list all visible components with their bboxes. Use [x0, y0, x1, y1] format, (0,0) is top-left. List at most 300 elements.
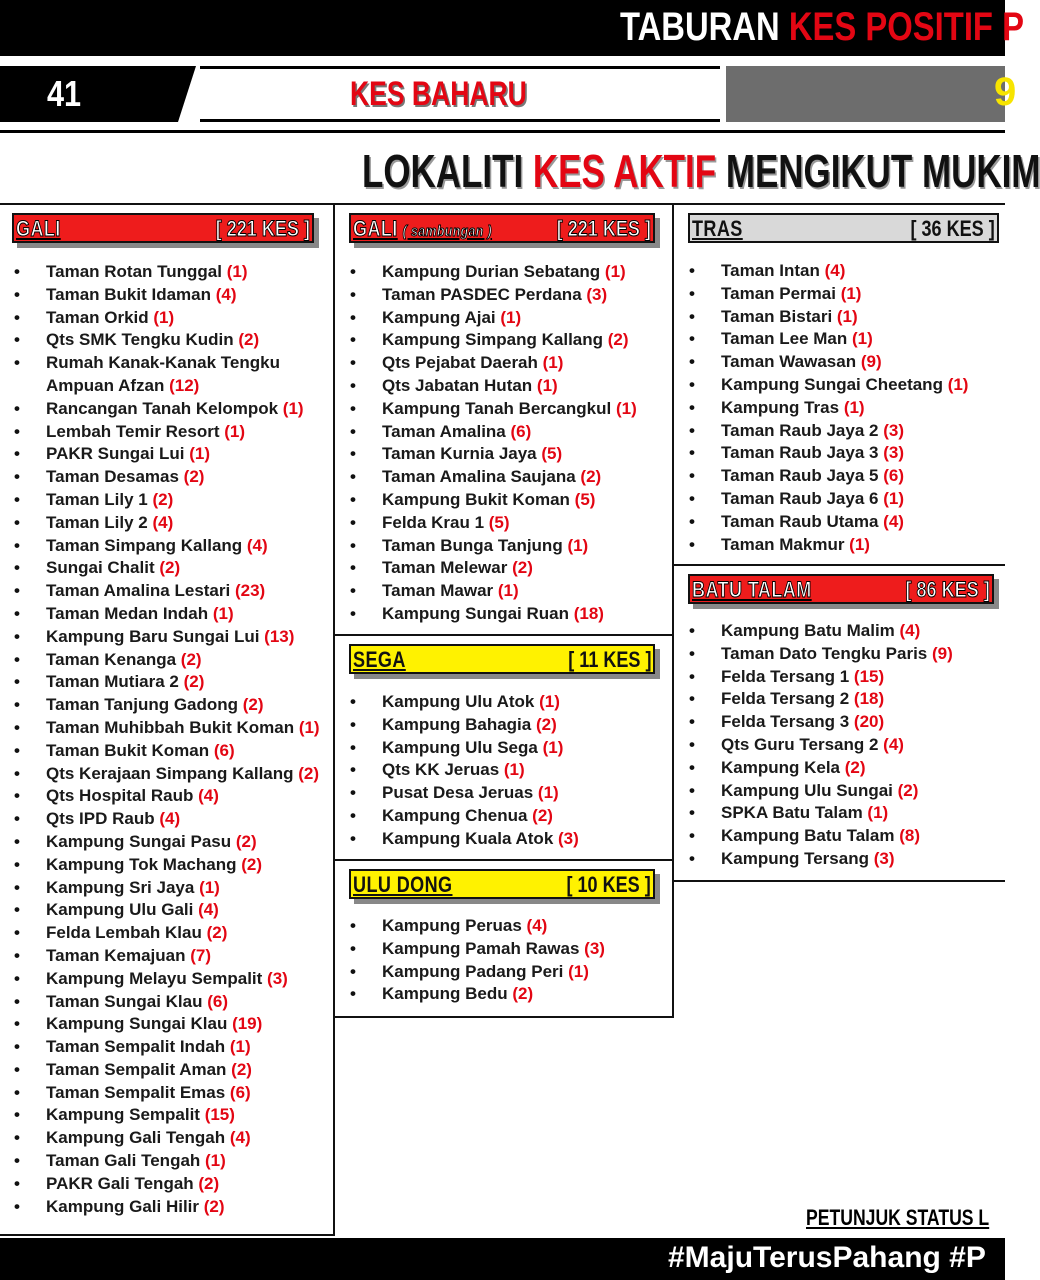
case-count: (4)	[198, 786, 219, 806]
case-count: (1)	[298, 717, 320, 737]
case-count: (2)	[238, 330, 260, 350]
locality-name: Qts IPD Raub	[46, 809, 160, 829]
list-item	[350, 329, 670, 352]
list-item	[350, 421, 670, 444]
list-item	[14, 1036, 329, 1059]
gali-continued-name	[353, 216, 492, 245]
locality-name: Taman Tanjung Gadong	[46, 695, 243, 715]
case-count: (1)	[836, 306, 858, 326]
locality-name: Taman Permai	[721, 283, 841, 303]
locality-name: SPKA Batu Talam	[721, 803, 868, 823]
case-count: (3)	[873, 848, 895, 868]
list-item	[350, 489, 670, 512]
case-count: (2)	[183, 467, 205, 487]
case-count: (1)	[537, 783, 559, 803]
list-item	[350, 535, 670, 558]
case-count: (3)	[267, 968, 288, 988]
right-stat-box	[726, 66, 1017, 122]
locality-name: Taman Kemajuan	[46, 945, 191, 965]
list-item	[689, 757, 1004, 780]
case-count: (6)	[213, 740, 235, 760]
case-count: (4)	[824, 261, 846, 280]
locality-name: Taman Gali Tengah	[46, 1151, 206, 1171]
locality-name: Taman PASDEC Perdana	[382, 284, 587, 304]
ulu-dong-header	[349, 869, 655, 899]
gali-continued-panel	[335, 203, 674, 636]
case-count: (2)	[897, 780, 919, 800]
list-item	[350, 915, 670, 938]
gali-continued-sub: ( sambungan )	[402, 223, 493, 240]
list-item	[689, 711, 1004, 734]
list-item	[14, 1127, 329, 1150]
case-count: (13)	[264, 626, 295, 646]
list-item	[350, 714, 670, 737]
list-item	[689, 643, 1004, 666]
heading-part1: LOKALITI	[362, 145, 533, 197]
list-item	[350, 782, 670, 805]
list-item	[689, 734, 1004, 757]
list-item	[14, 649, 329, 672]
case-count: (1)	[212, 603, 234, 623]
list-item	[14, 352, 329, 398]
list-item	[689, 511, 1004, 534]
case-count: (6)	[883, 466, 904, 486]
case-count: (2)	[512, 558, 533, 578]
case-count: (4)	[246, 535, 268, 555]
case-count: (1)	[539, 692, 560, 711]
locality-name: Felda Lembah Klau	[46, 923, 207, 943]
case-count: (18)	[573, 603, 604, 623]
case-count: (1)	[153, 307, 175, 327]
locality-name: Kampung Sri Jaya	[46, 877, 200, 897]
title-bar	[0, 0, 1024, 56]
batu-talam-panel	[674, 566, 1005, 882]
tras-count: [ 36 KES ]	[910, 216, 995, 241]
locality-name: Kampung Gali Tengah	[46, 1128, 230, 1148]
case-count: (8)	[899, 826, 920, 846]
new-cases-count-box	[0, 66, 178, 122]
locality-name: Kampung Ulu Atok	[382, 692, 540, 711]
case-count: (1)	[947, 374, 969, 394]
list-item	[689, 666, 1004, 689]
list-item	[14, 512, 329, 535]
list-item	[689, 534, 1004, 557]
gali-continued-count: [ 221 KES ]	[556, 216, 651, 241]
locality-name: Taman Muhibbah Bukit Koman	[46, 717, 299, 737]
case-count: (2)	[203, 1196, 225, 1216]
list-item	[350, 580, 670, 603]
list-item	[14, 1196, 329, 1219]
locality-name: Taman Melewar	[382, 558, 513, 578]
gali-name: GALI	[16, 216, 61, 241]
case-count: (4)	[883, 511, 904, 531]
case-count: (6)	[207, 991, 228, 1011]
stats-bar	[0, 66, 1017, 122]
case-count: (4)	[229, 1128, 251, 1148]
list-item	[14, 694, 329, 717]
list-item	[689, 465, 1004, 488]
ulu-dong-count: [ 10 KES ]	[566, 872, 651, 897]
case-count: (2)	[580, 467, 602, 487]
case-count: (3)	[586, 284, 608, 304]
locality-name: Kampung Sungai Klau	[46, 1014, 233, 1034]
list-item	[14, 535, 329, 558]
case-count: (1)	[567, 535, 589, 555]
case-count: (1)	[615, 398, 637, 418]
locality-name: Kampung Sungai Cheetang	[721, 374, 948, 394]
list-item	[14, 991, 329, 1014]
case-count: (18)	[853, 689, 885, 709]
sega-list	[350, 691, 670, 851]
case-count: (9)	[931, 643, 953, 663]
case-count: (23)	[234, 581, 266, 601]
locality-name: Kampung Sungai Pasu	[46, 831, 236, 851]
locality-name: Taman Bistari	[721, 306, 837, 326]
locality-name: Qts Guru Tersang 2	[721, 734, 884, 754]
locality-name: Taman Lily 1	[46, 489, 153, 509]
locality-name: Kampung Tersang	[721, 848, 874, 868]
locality-name: Taman Bukit Idaman	[46, 284, 216, 304]
locality-name: Qts KK Jeruas	[382, 760, 504, 780]
case-count: (5)	[574, 489, 596, 509]
case-count: (2)	[183, 672, 205, 692]
list-item	[689, 351, 1004, 374]
case-count: (1)	[503, 760, 525, 780]
list-item	[350, 737, 670, 760]
list-item	[350, 938, 670, 961]
list-item	[350, 307, 670, 330]
petunjuk-label: PETUNJUK STATUS L	[806, 1205, 990, 1230]
list-item	[14, 284, 329, 307]
list-item	[350, 828, 670, 851]
locality-name: Taman Raub Jaya 6	[721, 488, 884, 508]
list-item	[14, 1104, 329, 1127]
list-item	[350, 759, 670, 782]
locality-name: Taman Mawar	[382, 581, 498, 601]
list-item	[14, 307, 329, 330]
case-count: (2)	[844, 757, 866, 777]
list-item	[350, 603, 670, 626]
case-count: (2)	[532, 805, 553, 825]
list-item	[350, 557, 670, 580]
locality-name: Kampung Gali Hilir	[46, 1196, 204, 1216]
case-count: (1)	[840, 283, 862, 303]
list-item	[350, 983, 670, 1006]
tras-list	[689, 260, 1004, 556]
case-count: (15)	[204, 1105, 235, 1125]
case-count: (3)	[883, 420, 904, 440]
locality-name: Taman Amalina Lestari	[46, 581, 235, 601]
list-item	[350, 512, 670, 535]
locality-name: PAKR Gali Tengah	[46, 1173, 199, 1193]
locality-name: Felda Krau 1	[382, 512, 489, 532]
locality-name: Felda Tersang 2	[721, 689, 854, 709]
new-cases-count: 41	[47, 73, 82, 114]
case-count: (1)	[604, 262, 626, 281]
case-count: (2)	[298, 763, 320, 783]
case-count: (5)	[541, 444, 563, 464]
list-item	[689, 488, 1004, 511]
list-item	[689, 374, 1004, 397]
list-item	[14, 261, 329, 284]
section-heading	[362, 144, 1040, 198]
case-count: (20)	[853, 712, 885, 732]
tras-header	[688, 213, 999, 243]
case-count: (3)	[584, 938, 605, 958]
locality-name: Taman Amalina Saujana	[382, 467, 581, 487]
list-item	[689, 688, 1004, 711]
case-count: (2)	[512, 984, 534, 1004]
ulu-dong-name: ULU DONG	[353, 872, 453, 897]
locality-name: Kampung Ulu Sungai	[721, 780, 898, 800]
list-item	[14, 740, 329, 763]
case-count: (2)	[206, 923, 228, 943]
list-item	[14, 808, 329, 831]
gali-continued-list	[350, 261, 670, 626]
list-item	[14, 763, 329, 786]
list-item	[14, 1059, 329, 1082]
new-cases-label: KES BAHARU	[350, 75, 527, 113]
list-item	[14, 489, 329, 512]
list-item	[689, 306, 1004, 329]
locality-name: Kampung Kuala Atok	[382, 828, 558, 848]
list-item	[14, 466, 329, 489]
list-item	[14, 717, 329, 740]
locality-name: Kampung Bukit Koman	[382, 489, 575, 509]
locality-name: Kampung Peruas	[382, 916, 527, 935]
list-item	[350, 352, 670, 375]
list-item	[689, 397, 1004, 420]
locality-name: Rancangan Tanah Kelompok	[46, 398, 283, 418]
locality-name: Taman Mutiara 2	[46, 672, 184, 692]
gali-panel	[0, 203, 335, 1236]
list-item	[14, 854, 329, 877]
case-count: (2)	[242, 695, 264, 715]
case-count: (1)	[542, 353, 564, 373]
tras-panel	[674, 203, 1005, 566]
locality-name: Kampung Ulu Gali	[46, 900, 199, 920]
case-count: (1)	[189, 444, 211, 464]
locality-name: Taman Sungai Klau	[46, 991, 208, 1011]
case-count: (4)	[215, 284, 237, 304]
locality-name: Taman Intan	[721, 261, 825, 280]
locality-name: Qts Hospital Raub	[46, 786, 199, 806]
case-count: (1)	[282, 398, 304, 418]
list-item	[689, 260, 1004, 283]
list-item	[350, 466, 670, 489]
list-item	[14, 877, 329, 900]
locality-name: Taman Wawasan	[721, 352, 861, 372]
list-item	[689, 825, 1004, 848]
list-item	[689, 802, 1004, 825]
case-count: (2)	[235, 831, 257, 851]
locality-name: Taman Raub Jaya 2	[721, 420, 884, 440]
case-count: (1)	[867, 803, 889, 823]
list-item	[689, 620, 1004, 643]
locality-name: Kampung Bahagia	[382, 714, 536, 734]
list-item	[14, 603, 329, 626]
case-count: (6)	[229, 1082, 251, 1102]
list-item	[14, 922, 329, 945]
locality-name: Rumah Kanak-Kanak Tengku Ampuan Afzan	[46, 353, 280, 395]
locality-name: Felda Tersang 3	[721, 712, 854, 732]
case-count: (4)	[883, 734, 904, 754]
locality-name: Taman Makmur	[721, 534, 850, 554]
locality-name: Kampung Kela	[721, 757, 845, 777]
list-item	[689, 848, 1004, 871]
list-item	[350, 443, 670, 466]
batu-talam-header	[688, 574, 994, 604]
batu-talam-count: [ 86 KES ]	[905, 577, 990, 602]
list-item	[14, 329, 329, 352]
heading-part3: MENGIKUT MUKIM	[716, 145, 1040, 197]
locality-name: Felda Tersang 1	[721, 666, 854, 686]
list-item	[689, 420, 1004, 443]
case-count: (1)	[536, 375, 558, 395]
locality-name: Kampung Tanah Bercangkul	[382, 398, 616, 418]
case-count: (1)	[199, 877, 220, 897]
case-count: (3)	[883, 443, 904, 463]
case-count: (1)	[849, 534, 870, 554]
list-item	[350, 398, 670, 421]
list-item	[14, 671, 329, 694]
locality-name: Taman Sempalit Indah	[46, 1037, 230, 1057]
case-count: (2)	[198, 1173, 220, 1193]
case-count: (1)	[497, 581, 519, 601]
list-item	[14, 1173, 329, 1196]
case-count: (1)	[568, 961, 589, 981]
case-count: (3)	[558, 828, 579, 848]
locality-name: Lembah Temir Resort	[46, 421, 225, 441]
case-count: (15)	[853, 666, 885, 686]
heading-part2: KES AKTIF	[532, 145, 717, 197]
locality-name: Kampung Melayu Sempalit	[46, 968, 268, 988]
divider	[0, 130, 1005, 133]
batu-talam-list	[689, 620, 1004, 871]
list-item	[14, 1150, 329, 1173]
gali-count: [ 221 KES ]	[215, 216, 310, 241]
sega-name: SEGA	[353, 647, 406, 672]
list-item	[14, 1013, 329, 1036]
list-item	[14, 443, 329, 466]
locality-name: Qts Jabatan Hutan	[382, 375, 537, 395]
case-count: (1)	[229, 1037, 251, 1057]
list-item	[14, 831, 329, 854]
case-count: (1)	[205, 1151, 226, 1171]
locality-name: Kampung Sungai Ruan	[382, 603, 574, 623]
hashtags: #MajuTerusPahang #P	[668, 1241, 986, 1274]
list-item	[14, 899, 329, 922]
locality-name: Taman Lee Man	[721, 329, 852, 349]
main-title	[620, 5, 1024, 50]
locality-name: Qts Pejabat Daerah	[382, 353, 543, 373]
locality-name: Taman Sempalit Aman	[46, 1059, 232, 1079]
locality-name: Kampung Ulu Sega	[382, 737, 543, 757]
locality-name: Kampung Sempalit	[46, 1105, 205, 1125]
case-count: (1)	[500, 307, 522, 327]
locality-name: Kampung Tras	[721, 397, 844, 417]
new-cases-label-box	[200, 66, 720, 122]
locality-name: Kampung Chenua	[382, 805, 533, 825]
list-item	[689, 283, 1004, 306]
locality-name: Kampung Baru Sungai Lui	[46, 626, 265, 646]
list-item	[14, 421, 329, 444]
list-item	[350, 961, 670, 984]
list-item	[689, 328, 1004, 351]
locality-name: Kampung Padang Peri	[382, 961, 569, 981]
locality-name: Taman Kenanga	[46, 649, 181, 669]
locality-name: Kampung Bedu	[382, 984, 513, 1004]
locality-name: Taman Sempalit Emas	[46, 1082, 230, 1102]
case-count: (19)	[232, 1014, 263, 1034]
ulu-dong-panel	[335, 861, 674, 1018]
list-item	[14, 968, 329, 991]
locality-name: Taman Raub Utama	[721, 511, 884, 531]
locality-name: Qts SMK Tengku Kudin	[46, 330, 239, 350]
gali-header	[12, 213, 314, 243]
list-item	[350, 805, 670, 828]
list-item	[14, 1082, 329, 1105]
list-item	[14, 398, 329, 421]
list-item	[350, 375, 670, 398]
locality-name: Kampung Ajai	[382, 307, 501, 327]
list-item	[14, 626, 329, 649]
locality-name: PAKR Sungai Lui	[46, 444, 190, 464]
locality-name: Sungai Chalit	[46, 558, 160, 578]
list-item	[689, 442, 1004, 465]
case-count: (1)	[542, 737, 564, 757]
list-item	[14, 945, 329, 968]
case-count: (2)	[241, 854, 262, 874]
locality-name: Kampung Pamah Rawas	[382, 938, 585, 958]
case-count: (2)	[159, 558, 181, 578]
list-item	[689, 780, 1004, 803]
gali-continued-header	[349, 213, 655, 243]
locality-name: Taman Desamas	[46, 467, 184, 487]
gali-continued-title: GALI	[353, 216, 398, 241]
locality-name: Qts Kerajaan Simpang Kallang	[46, 763, 299, 783]
locality-name: Taman Raub Jaya 3	[721, 443, 884, 463]
ulu-dong-list	[350, 915, 670, 1006]
case-count: (2)	[607, 330, 629, 350]
locality-name: Taman Simpang Kallang	[46, 535, 247, 555]
case-count: (1)	[843, 397, 865, 417]
sega-count: [ 11 KES ]	[567, 647, 651, 672]
case-count: (12)	[169, 375, 200, 395]
locality-name: Taman Lily 2	[46, 512, 153, 532]
case-count: (4)	[152, 512, 174, 532]
locality-name: Taman Bukit Koman	[46, 740, 214, 760]
case-count: (1)	[224, 421, 246, 441]
locality-name: Taman Orkid	[46, 307, 154, 327]
locality-name: Taman Kurnia Jaya	[382, 444, 542, 464]
locality-name: Kampung Simpang Kallang	[382, 330, 608, 350]
list-item	[14, 557, 329, 580]
title-red: KES POSITIF P	[788, 5, 1024, 49]
locality-name: Taman Medan Indah	[46, 603, 213, 623]
list-item	[350, 691, 670, 714]
case-count: (9)	[860, 352, 882, 372]
case-count: (1)	[852, 329, 873, 349]
case-count: (4)	[899, 621, 921, 640]
locality-name: Taman Dato Tengku Paris	[721, 643, 932, 663]
right-stat-value: 9	[994, 70, 1017, 114]
case-count: (2)	[180, 649, 202, 669]
locality-name: Kampung Tok Machang	[46, 854, 242, 874]
case-count: (1)	[226, 262, 248, 281]
locality-name: Taman Bunga Tanjung	[382, 535, 568, 555]
list-item	[350, 284, 670, 307]
